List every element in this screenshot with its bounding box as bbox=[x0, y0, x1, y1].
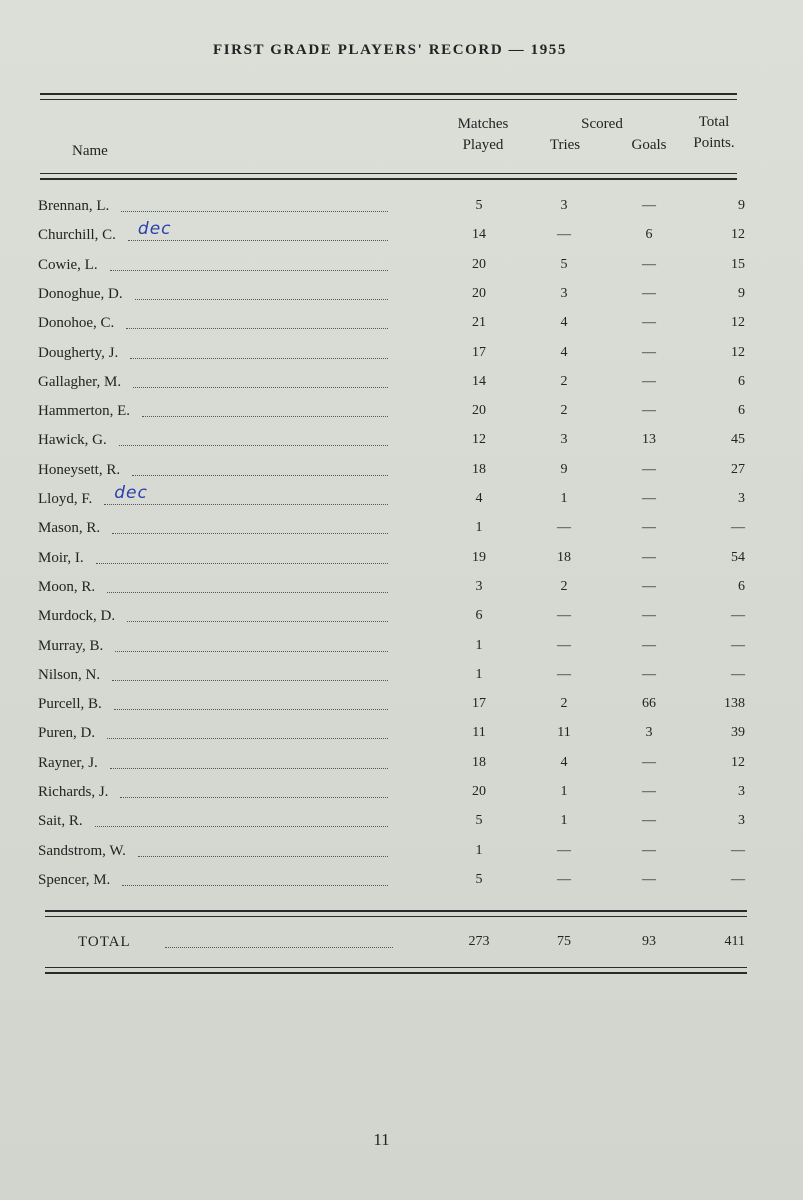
handwritten-annotation: dec bbox=[137, 219, 172, 240]
table-row bbox=[38, 520, 758, 549]
goals-cell: 13 bbox=[642, 432, 656, 448]
points-cell: 12 bbox=[731, 315, 745, 331]
leader-dots bbox=[138, 856, 388, 857]
table-row bbox=[38, 315, 758, 344]
points-cell: — bbox=[731, 842, 745, 858]
table-row bbox=[38, 432, 758, 461]
player-name: Murray, B. bbox=[38, 637, 104, 654]
table-row bbox=[38, 813, 758, 842]
table-row bbox=[38, 696, 758, 725]
table-row bbox=[38, 403, 758, 432]
points-cell: — bbox=[731, 637, 745, 653]
matches-cell: 19 bbox=[472, 549, 486, 565]
goals-cell: — bbox=[642, 403, 656, 419]
tries-cell: — bbox=[557, 608, 571, 624]
handwritten-annotation: dec bbox=[114, 483, 148, 503]
player-name: Rayner, J. bbox=[38, 754, 98, 771]
goals-cell: — bbox=[642, 813, 656, 829]
points-cell: 6 bbox=[738, 373, 745, 389]
header-name: Name bbox=[72, 143, 108, 159]
matches-cell: 11 bbox=[472, 725, 486, 741]
total-goals: 93 bbox=[642, 934, 656, 949]
leader-dots bbox=[122, 885, 388, 886]
matches-cell: 5 bbox=[475, 871, 483, 887]
player-name: Murdock, D. bbox=[38, 608, 116, 625]
points-cell: 12 bbox=[731, 344, 745, 360]
matches-cell: 4 bbox=[475, 491, 483, 506]
player-name: Sait, R. bbox=[38, 813, 83, 830]
points-cell: 12 bbox=[731, 227, 745, 243]
matches-cell: 1 bbox=[475, 666, 483, 682]
table-row bbox=[38, 483, 758, 520]
header-matches-bottom: Played bbox=[462, 137, 504, 153]
table-row bbox=[38, 550, 758, 579]
leader-dots bbox=[95, 826, 388, 827]
player-name: Hawick, G. bbox=[38, 432, 107, 449]
goals-cell: — bbox=[642, 520, 656, 536]
points-cell: 6 bbox=[738, 578, 745, 594]
header-rule-bottom bbox=[40, 178, 737, 180]
matches-cell: 18 bbox=[472, 754, 486, 770]
goals-cell: — bbox=[642, 549, 656, 565]
header-matches-top: Matches bbox=[457, 116, 509, 132]
tries-cell: 2 bbox=[560, 696, 568, 712]
player-name: Churchill, C. bbox=[38, 227, 116, 244]
goals-cell: — bbox=[642, 461, 656, 477]
tries-cell: 5 bbox=[560, 256, 568, 272]
header-total-top: Total bbox=[698, 114, 730, 130]
matches-cell: 21 bbox=[472, 315, 486, 331]
tries-cell: 4 bbox=[560, 344, 568, 360]
matches-cell: 20 bbox=[472, 403, 486, 419]
leader-dots bbox=[107, 592, 388, 593]
goals-cell: — bbox=[642, 871, 656, 887]
tries-cell: 1 bbox=[560, 813, 568, 829]
table-row bbox=[38, 784, 758, 813]
goals-cell: — bbox=[642, 637, 656, 653]
table-row bbox=[38, 755, 758, 784]
player-name: Brennan, L. bbox=[38, 198, 110, 214]
matches-cell: 14 bbox=[472, 373, 486, 389]
leader-dots bbox=[130, 358, 388, 359]
player-name: Sandstrom, W. bbox=[38, 842, 126, 859]
player-name: Puren, D. bbox=[38, 725, 96, 742]
goals-cell: — bbox=[642, 373, 656, 389]
points-cell: — bbox=[731, 520, 745, 536]
points-cell: 12 bbox=[731, 754, 745, 770]
table-row bbox=[38, 638, 758, 667]
table-row bbox=[38, 345, 758, 374]
table-row bbox=[38, 725, 758, 754]
goals-cell: — bbox=[642, 608, 656, 624]
leader-dots bbox=[112, 680, 388, 681]
player-name: Richards, J. bbox=[38, 784, 109, 800]
points-cell: 6 bbox=[738, 403, 745, 419]
points-cell: 3 bbox=[738, 813, 745, 829]
goals-cell: — bbox=[642, 315, 656, 331]
header-goals: Goals bbox=[631, 137, 667, 153]
player-name: Donoghue, D. bbox=[38, 285, 123, 302]
matches-cell: 12 bbox=[472, 432, 486, 448]
player-name: Hammerton, E. bbox=[38, 403, 131, 420]
player-name: Moon, R. bbox=[38, 578, 96, 595]
goals-cell: — bbox=[642, 198, 656, 213]
player-name: Cowie, L. bbox=[38, 256, 98, 273]
header-rule-top-thin bbox=[40, 99, 737, 100]
tries-cell: 9 bbox=[560, 461, 568, 477]
total-leader-dots bbox=[165, 947, 393, 948]
points-cell: 3 bbox=[738, 784, 745, 799]
table-row bbox=[38, 843, 758, 872]
table-row bbox=[38, 286, 758, 315]
leader-dots bbox=[119, 445, 388, 446]
total-rule-top-thin bbox=[45, 916, 747, 917]
matches-cell: 18 bbox=[472, 461, 486, 477]
points-cell: 15 bbox=[731, 256, 745, 272]
tries-cell: 3 bbox=[560, 198, 568, 213]
table-row bbox=[38, 579, 758, 608]
goals-cell: — bbox=[642, 256, 656, 272]
player-name: Lloyd, F. bbox=[38, 491, 93, 507]
leader-dots bbox=[142, 416, 388, 417]
leader-dots bbox=[110, 270, 388, 271]
header-tries: Tries bbox=[549, 137, 581, 153]
points-cell: 3 bbox=[738, 491, 745, 506]
matches-cell: 1 bbox=[475, 637, 483, 653]
points-cell: 9 bbox=[738, 285, 745, 301]
goals-cell: — bbox=[642, 666, 656, 682]
table-row bbox=[38, 667, 758, 696]
player-name: Moir, I. bbox=[38, 549, 84, 566]
total-label: TOTAL bbox=[78, 934, 131, 950]
leader-dots bbox=[110, 768, 388, 769]
leader-dots bbox=[120, 797, 388, 798]
total-tries: 75 bbox=[557, 934, 571, 949]
leader-dots bbox=[133, 387, 388, 388]
matches-cell: 20 bbox=[472, 784, 486, 799]
player-name: Purcell, B. bbox=[38, 696, 102, 713]
tries-cell: — bbox=[557, 520, 571, 536]
goals-cell: 6 bbox=[645, 227, 653, 243]
points-cell: 39 bbox=[731, 725, 745, 741]
points-cell: — bbox=[731, 666, 745, 682]
points-cell: 27 bbox=[731, 461, 745, 477]
tries-cell: 18 bbox=[557, 549, 571, 565]
tries-cell: — bbox=[557, 637, 571, 653]
header-rule-top bbox=[40, 93, 737, 95]
matches-cell: 17 bbox=[472, 344, 486, 360]
leader-dots bbox=[96, 563, 388, 564]
player-name: Spencer, M. bbox=[38, 871, 111, 888]
leader-dots bbox=[121, 211, 388, 212]
matches-cell: 5 bbox=[475, 198, 483, 213]
leader-dots bbox=[107, 738, 388, 739]
tries-cell: — bbox=[557, 227, 571, 243]
matches-cell: 1 bbox=[475, 842, 483, 858]
leader-dots bbox=[104, 504, 388, 505]
tries-cell: 4 bbox=[560, 315, 568, 331]
page-number: 11 bbox=[373, 1130, 390, 1149]
points-cell: 45 bbox=[731, 432, 745, 448]
header-rule-bottom-thin bbox=[40, 173, 737, 174]
matches-cell: 17 bbox=[472, 696, 486, 712]
table-row bbox=[38, 374, 758, 403]
goals-cell: 66 bbox=[642, 696, 656, 712]
matches-cell: 6 bbox=[475, 608, 483, 624]
player-name: Mason, R. bbox=[38, 520, 101, 537]
table-row bbox=[38, 872, 758, 901]
page-title: FIRST GRADE PLAYERS' RECORD — 1955 bbox=[212, 42, 568, 58]
table-row bbox=[38, 608, 758, 637]
points-cell: 54 bbox=[731, 549, 745, 565]
total-points: 411 bbox=[724, 934, 745, 949]
matches-cell: 14 bbox=[472, 227, 486, 243]
tries-cell: 1 bbox=[560, 784, 568, 799]
tries-cell: — bbox=[557, 871, 571, 887]
total-rule-bottom bbox=[45, 972, 747, 974]
points-cell: — bbox=[731, 608, 745, 624]
leader-dots bbox=[112, 533, 388, 534]
goals-cell: 3 bbox=[645, 725, 653, 741]
points-cell: 9 bbox=[738, 198, 745, 213]
tries-cell: — bbox=[557, 666, 571, 682]
tries-cell: 2 bbox=[560, 403, 568, 419]
goals-cell: — bbox=[642, 754, 656, 770]
player-name: Nilson, N. bbox=[38, 666, 101, 683]
leader-dots bbox=[135, 299, 388, 300]
leader-dots bbox=[132, 475, 388, 476]
header-scored: Scored bbox=[581, 116, 623, 132]
total-rule-top bbox=[45, 910, 747, 912]
tries-cell: — bbox=[557, 842, 571, 858]
leader-dots bbox=[127, 621, 388, 622]
tries-cell: 3 bbox=[560, 285, 568, 301]
matches-cell: 1 bbox=[475, 520, 483, 536]
tries-cell: 3 bbox=[560, 432, 568, 448]
total-rule-bottom-thin bbox=[45, 967, 747, 968]
points-cell: 138 bbox=[724, 696, 745, 712]
player-name: Donohoe, C. bbox=[38, 315, 115, 332]
header-total-bottom: Points. bbox=[693, 135, 735, 151]
leader-dots bbox=[115, 651, 388, 652]
goals-cell: — bbox=[642, 842, 656, 858]
matches-cell: 3 bbox=[475, 578, 483, 594]
goals-cell: — bbox=[642, 491, 656, 506]
leader-dots bbox=[128, 240, 388, 241]
points-cell: — bbox=[731, 871, 745, 887]
tries-cell: 11 bbox=[557, 725, 571, 741]
player-name: Gallagher, M. bbox=[38, 373, 122, 390]
matches-cell: 20 bbox=[472, 285, 486, 301]
tries-cell: 2 bbox=[560, 578, 568, 594]
matches-cell: 20 bbox=[472, 256, 486, 272]
goals-cell: — bbox=[642, 578, 656, 594]
table-row bbox=[38, 257, 758, 286]
total-matches: 273 bbox=[468, 934, 490, 949]
tries-cell: 4 bbox=[560, 754, 568, 770]
matches-cell: 5 bbox=[475, 813, 483, 829]
leader-dots bbox=[114, 709, 388, 710]
leader-dots bbox=[126, 328, 388, 329]
player-name: Honeysett, R. bbox=[38, 461, 121, 478]
goals-cell: — bbox=[642, 285, 656, 301]
table-row bbox=[38, 219, 758, 256]
tries-cell: 2 bbox=[560, 373, 568, 389]
goals-cell: — bbox=[642, 344, 656, 360]
player-name: Dougherty, J. bbox=[38, 344, 119, 361]
goals-cell: — bbox=[642, 784, 656, 799]
tries-cell: 1 bbox=[560, 491, 568, 506]
